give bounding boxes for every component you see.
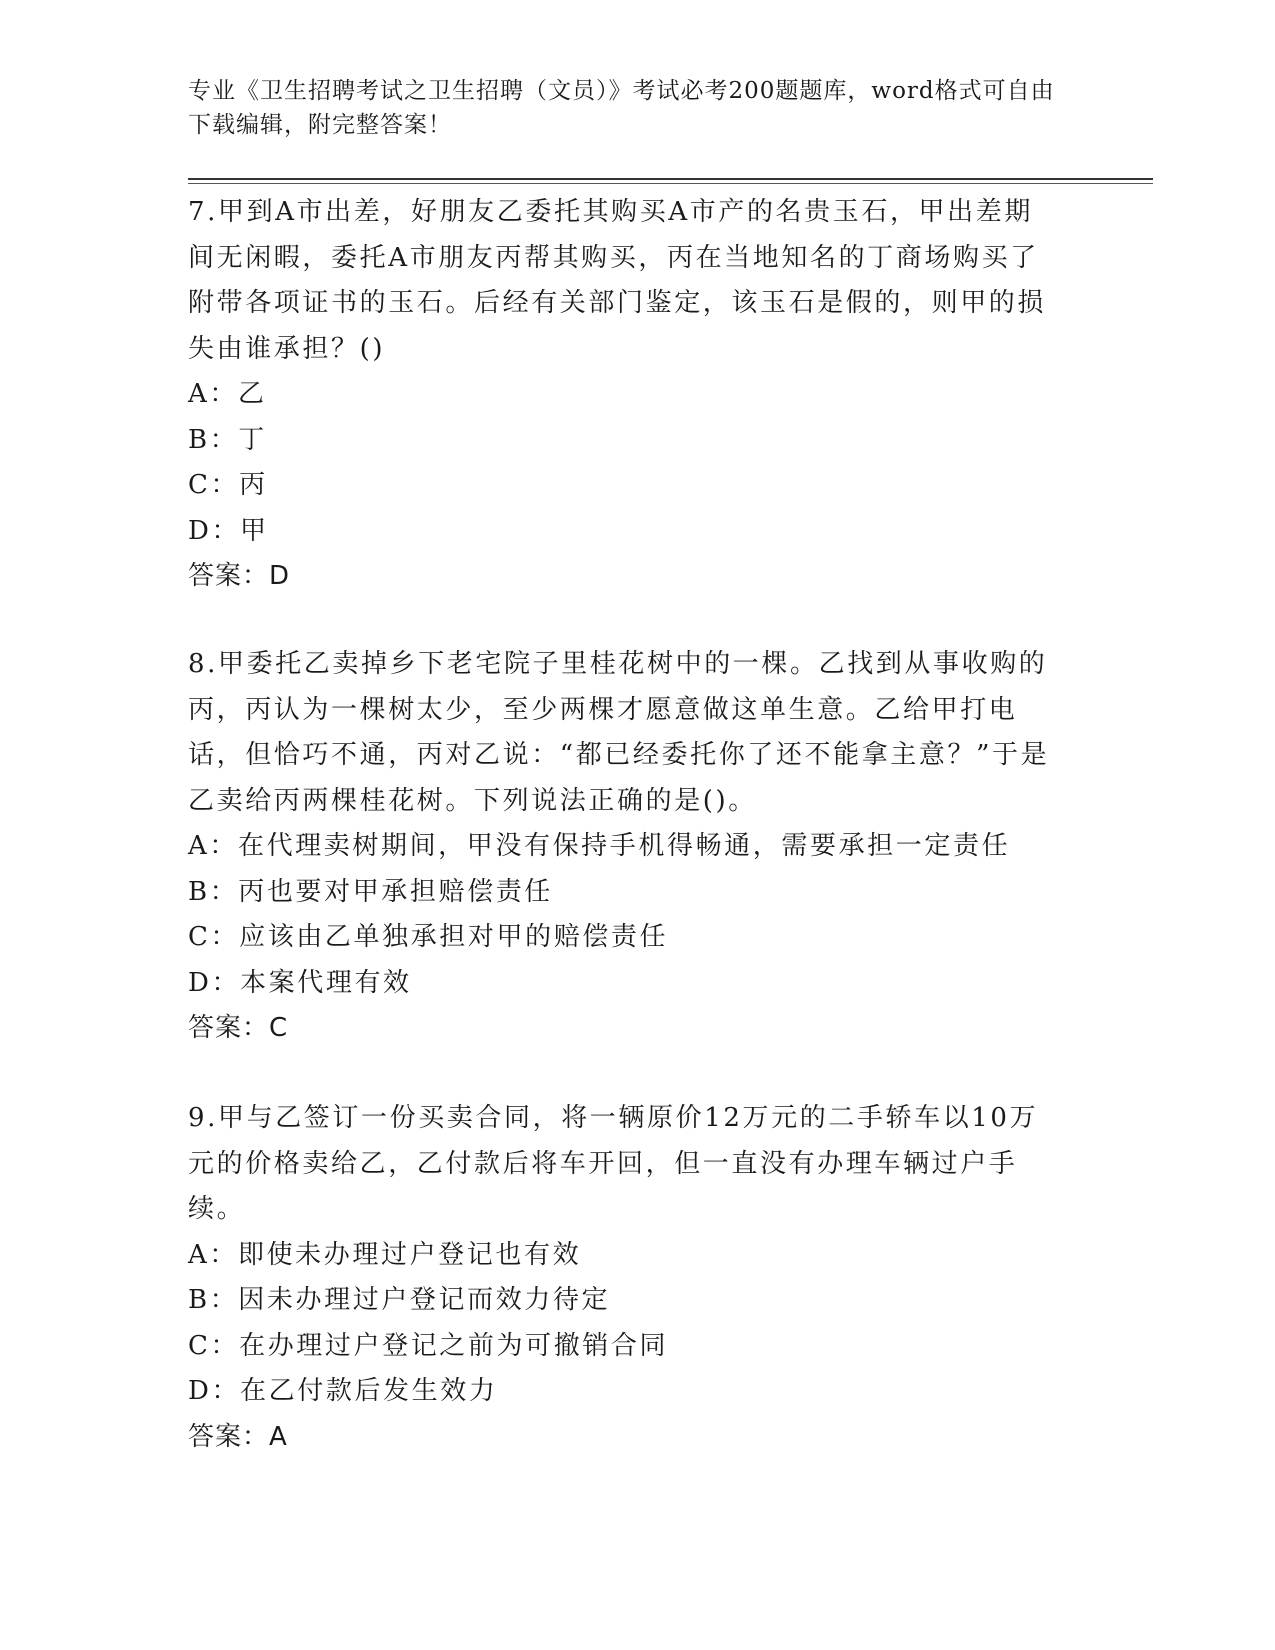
question-7 <box>188 190 1058 600</box>
option-a: A：即使未办理过户登记也有效 <box>188 1239 582 1270</box>
header-divider-thick <box>188 178 1153 180</box>
option-a: A：乙 <box>188 379 267 409</box>
answer-label: 答案：C <box>188 1013 289 1043</box>
question-stem: 8.甲委托乙卖掉乡下老宅院子里桂花树中的一棵。乙找到从事收购的丙，丙认为一棵树太少，至少两棵才愿意做这单生意。乙给甲打电话，但恰巧不通，丙对乙说：“都已经委托你了还不能拿主意？”于是乙卖给丙两棵桂花树。下列说法正确的是()。 <box>188 649 1050 816</box>
question-9 <box>188 1096 1058 1460</box>
option-d: D：在乙付款后发生效力 <box>188 1376 498 1406</box>
option-c: C：丙 <box>188 470 268 500</box>
option-d: D：本案代理有效 <box>188 967 412 998</box>
question-8 <box>188 642 1058 1052</box>
option-b: B：丁 <box>188 424 267 455</box>
option-d: D：甲 <box>188 515 269 546</box>
document-header: 专业《卫生招聘考试之卫生招聘（文员）》考试必考200题题库，word格式可自由下载编辑，附完整答案！ <box>188 78 1055 138</box>
option-c: C：应该由乙单独承担对甲的赔偿责任 <box>188 922 669 952</box>
answer-label: 答案：A <box>188 1421 288 1452</box>
option-b: B：丙也要对甲承担赔偿责任 <box>188 876 553 907</box>
option-b: B：因未办理过户登记而效力待定 <box>188 1285 611 1315</box>
option-c: C：在办理过户登记之前为可撤销合同 <box>188 1330 669 1361</box>
option-a: A：在代理卖树期间，甲没有保持手机得畅通，需要承担一定责任 <box>188 831 1011 861</box>
question-stem: 7.甲到A市出差，好朋友乙委托其购买A市产的名贵玉石，甲出差期间无闲暇，委托A市朋友丙帮其购买，丙在当地知名的丁商场购买了附带各项证书的玉石。后经有关部门鉴定，该玉石是假的，则甲的损失由谁承担？() <box>188 197 1047 364</box>
question-stem: 9.甲与乙签订一份买卖合同，将一辆原价12万元的二手轿车以10万元的价格卖给乙，乙付款后将车开回，但一直没有办理车辆过户手续。 <box>188 1103 1039 1224</box>
header-divider-thin <box>188 183 1153 184</box>
answer-label: 答案：D <box>188 561 291 591</box>
